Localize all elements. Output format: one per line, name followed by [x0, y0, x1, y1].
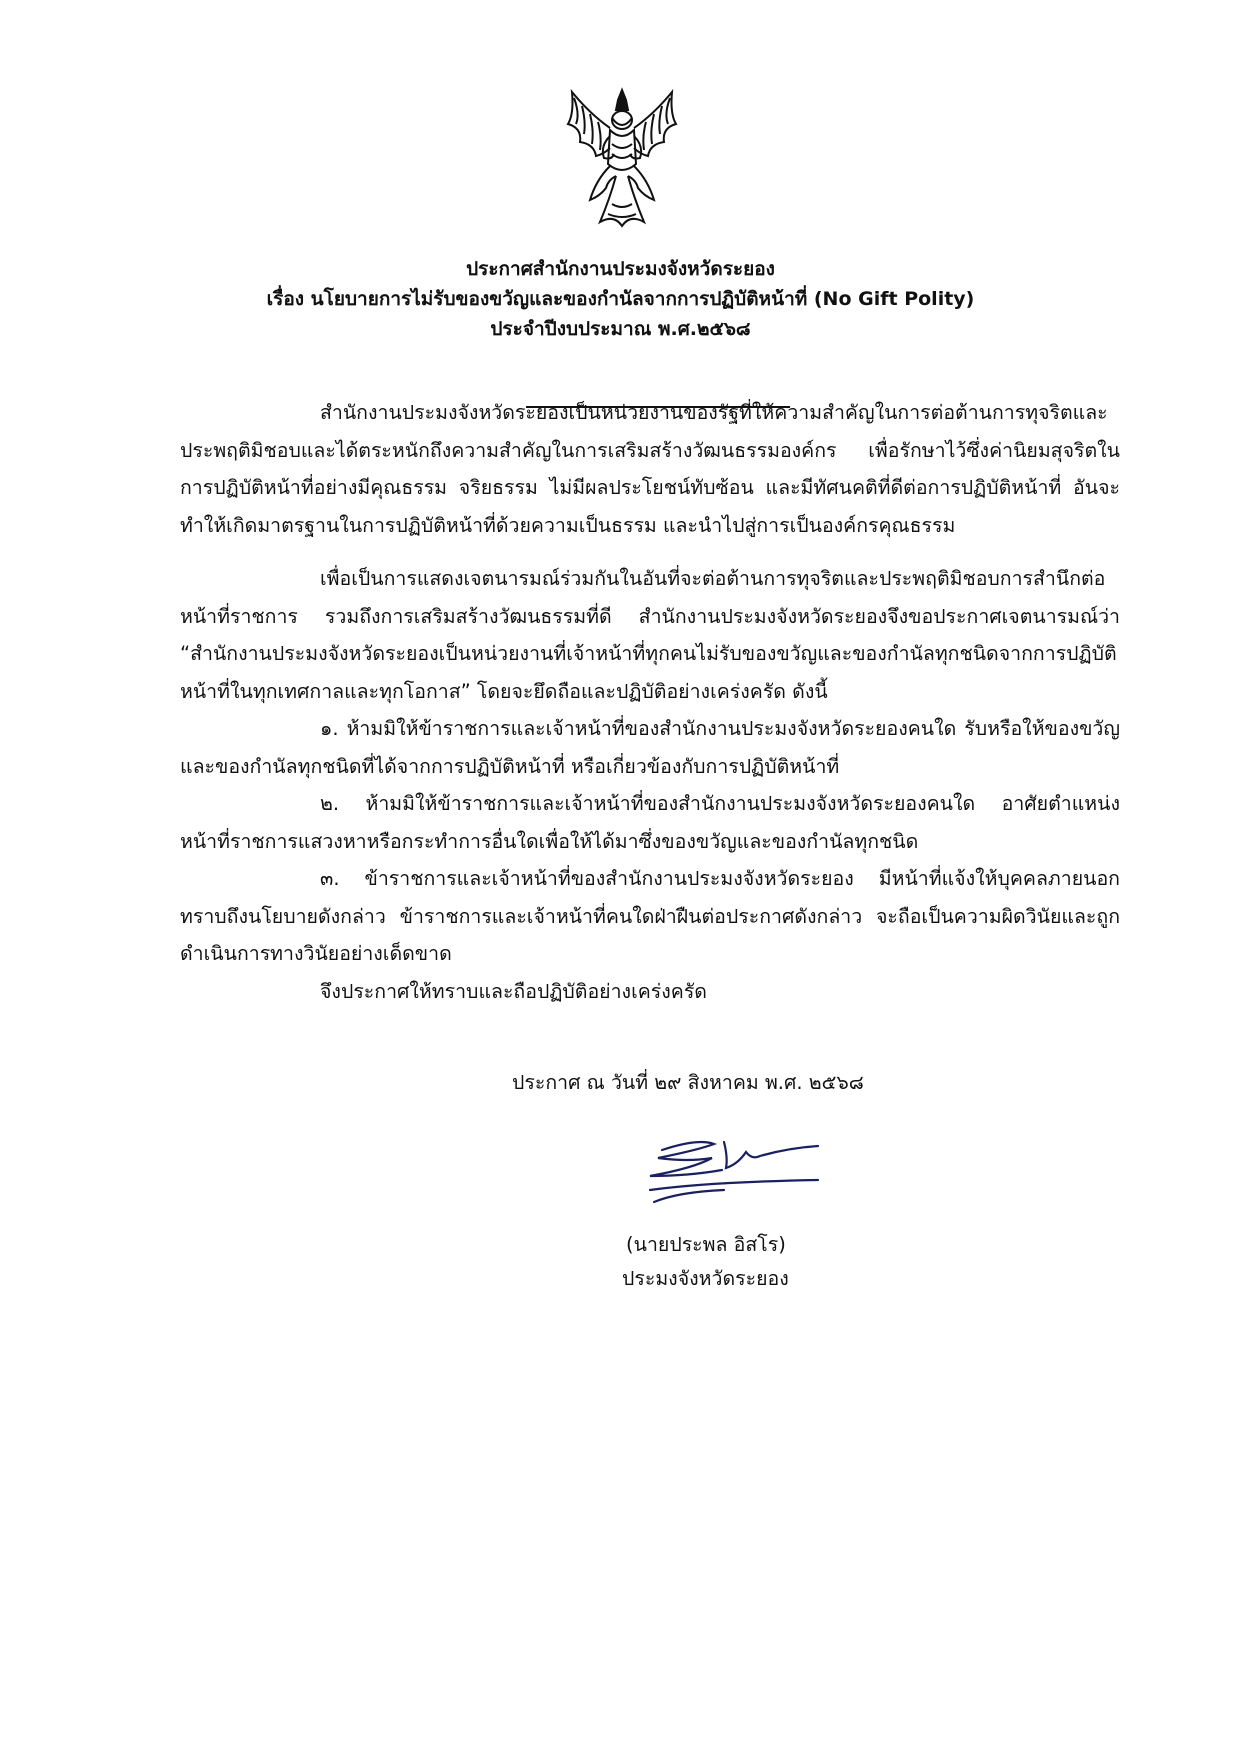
paragraph-intent: เพื่อเป็นการแสดงเจตนารมณ์ร่วมกันในอันที่จะต่อต้านการทุจริตและประพฤติมิชอบการสำนึกต่อหน้าที่ราชการ รวมถึงการเสริมสร้างวัฒนธรรมที่ดี สำนักงานประมงจังหวัดระยองจึงขอประกาศเจตนารมณ์ว่า “สำนักงานประมงจังหวัดระยองเป็นหน่วยงานที่เจ้าหน้าที่ทุกคนไม่รับของขวัญและของกำนัลทุกชนิดจากการปฏิบัติหน้าที่ในทุกเทศกาลและทุกโอกาส” โดยจะยึดถือและปฏิบัติอย่างเคร่งครัด ดังนี้ [180, 567, 1120, 703]
paragraph-intro: สำนักงานประมงจังหวัดระยองเป็นหน่วยงานของรัฐที่ให้ความสำคัญในการต่อต้านการทุจริตและประพฤติมิชอบและได้ตระหนักถึงความสำคัญในการเสริมสร้างวัฒนธรรมองค์กร เพื่อรักษาไว้ซึ่งค่านิยมสุจริตในการปฏิบัติหน้าที่อย่างมีคุณธรรม จริยธรรม ไม่มีผลประโยชน์ทับซ้อน และมีทัศนคติที่ดีต่อการปฏิบัติหน้าที่ อันจะทำให้เกิดมาตรฐานในการปฏิบัติหน้าที่ด้วยความเป็นธรรม และนำไปสู่การเป็นองค์กรคุณธรรม [180, 401, 1120, 537]
announce-date: ประกาศ ณ วันที่ ๒๙ สิงหาคม พ.ศ. ๒๕๖๘ [512, 1071, 864, 1094]
announcement-body [180, 394, 1120, 544]
policy-item-3: ๓. ข้าราชการและเจ้าหน้าที่ของสำนักงานประมงจังหวัดระยอง มีหน้าที่แจ้งให้บุคคลภายนอกทราบถึงนโยบายดังกล่าว ข้าราชการและเจ้าหน้าที่คนใดฝ่าฝืนต่อประกาศดังกล่าว จะถือเป็นความผิดวินัยและถูกดำเนินการทางวินัยอย่างเด็ดขาด [180, 867, 1120, 965]
garuda-emblem-icon [560, 84, 684, 232]
handwritten-signature [628, 1128, 838, 1210]
signer-position: ประมงจังหวัดระยอง [622, 1267, 789, 1290]
announcement-subject: เรื่อง นโยบายการไม่รับของขวัญและของกำนัลจากการปฏิบัติหน้าที่ (No Gift Polity) [266, 288, 975, 310]
policy-item-1: ๑. ห้ามมิให้ข้าราชการและเจ้าหน้าที่ของสำนักงานประมงจังหวัดระยองคนใด รับหรือให้ของขวัญและของกำนัลทุกชนิดที่ได้จากการปฏิบัติหน้าที่ หรือเกี่ยวข้องกับการปฏิบัติหน้าที่ [180, 717, 1120, 778]
fiscal-year: ประจำปีงบประมาณ พ.ศ.๒๕๖๘ [490, 318, 751, 340]
policy-item-2: ๒. ห้ามมิให้ข้าราชการและเจ้าหน้าที่ของสำนักงานประมงจังหวัดระยองคนใด อาศัยตำแหน่งหน้าที่ราชการแสวงหาหรือกระทำการอื่นใดเพื่อให้ได้มาซึ่งของขวัญและของกำนัลทุกชนิด [180, 792, 1120, 853]
closing-statement: จึงประกาศให้ทราบและถือปฏิบัติอย่างเคร่งครัด [320, 979, 707, 1003]
announcement-policy [180, 560, 1120, 1010]
announcement-title: ประกาศสำนักงานประมงจังหวัดระยอง [466, 258, 775, 280]
signer-name: (นายประพล อิสโร) [626, 1233, 786, 1256]
